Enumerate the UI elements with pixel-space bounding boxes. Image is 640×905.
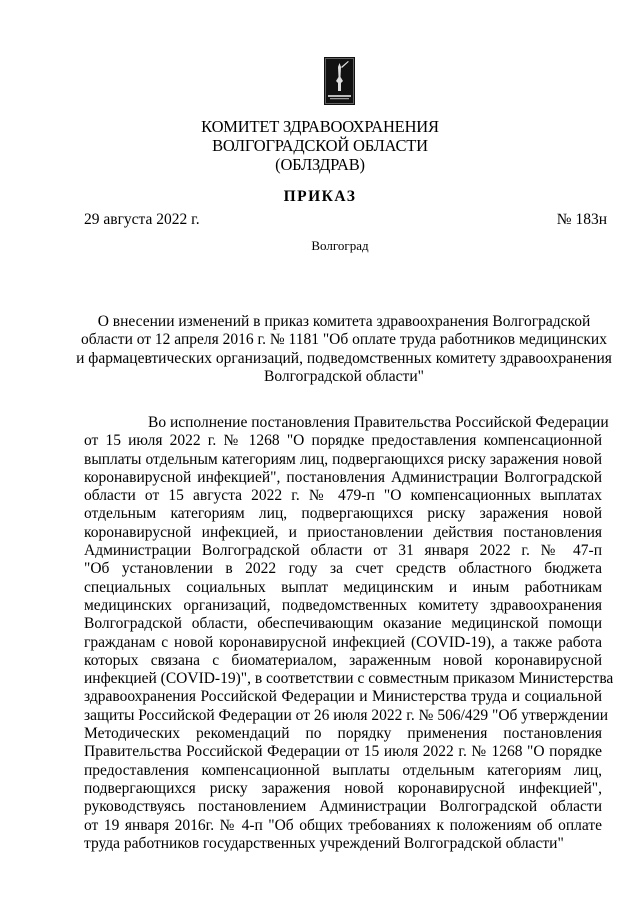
order-body bbox=[84, 414, 614, 853]
body-line: коронавирусной инфекцией", постановления Администрации Волгоградской bbox=[84, 468, 602, 486]
body-line: труда работников государственных учреждений Волгоградской области" bbox=[84, 834, 564, 852]
body-line: коронавирусной инфекцией, и приостановлении действия постановления bbox=[84, 523, 602, 541]
body-line: Во исполнение постановления Правительства Российской Федерации bbox=[148, 414, 609, 431]
order-title: ПРИКАЗ bbox=[283, 188, 357, 205]
body-line: Правительства Российской Федерации от 15 июля 2022 г. № 1268 "О порядке bbox=[84, 743, 602, 761]
subject-line: О внесении изменений в приказ комитета здравоохранения Волгоградской bbox=[97, 313, 591, 330]
body-line: от 19 января 2016г. № 4-п "Об общих требованиях к положениям об оплате bbox=[84, 816, 602, 834]
body-line: инфекцией (COVID-19)", в соответствии с совместным приказом Министерства bbox=[84, 670, 614, 688]
body-line: Администрации Волгоградской области от 31 января 2022 г. № 47-п bbox=[84, 542, 602, 560]
order-date: 29 августа 2022 г. bbox=[84, 211, 200, 228]
organization-name-line-2: ВОЛГОГРАДСКОЙ ОБЛАСТИ bbox=[212, 136, 428, 155]
body-line: гражданам с новой коронавирусной инфекцией (COVID-19), а также работа bbox=[84, 633, 602, 651]
order-subject bbox=[64, 313, 624, 386]
coat-of-arms-icon bbox=[324, 57, 355, 105]
body-line: руководствуясь постановлением Администрации Волгоградской области bbox=[84, 798, 602, 816]
organization-abbreviation: (ОБЛЗДРАВ) bbox=[275, 155, 365, 174]
body-line: подвергающихся риску заражения новой коронавирусной инфекцией", bbox=[84, 779, 602, 797]
subject-line: и фармацевтических организаций, подведомственных комитету здравоохранения bbox=[76, 349, 612, 367]
body-line: предоставления компенсационной выплаты отдельным категориям лиц, bbox=[84, 761, 602, 779]
body-line: Волгоградской области, обеспечивающим оказание медицинской помощи bbox=[84, 615, 602, 633]
body-line: Методических рекомендаций по порядку применения постановления bbox=[84, 725, 602, 743]
body-line: медицинских организаций, подведомственных комитету здравоохранения bbox=[84, 596, 602, 614]
subject-line: Волгоградской области" bbox=[264, 367, 424, 385]
body-line: здравоохранения Российской Федерации и Министерства труда и социальной bbox=[84, 688, 602, 706]
body-line: выплаты отдельным категориям лиц, подвергающихся риску заражения новой bbox=[84, 450, 602, 468]
body-line: специальных социальных выплат медицинским и иным работникам bbox=[84, 578, 602, 596]
body-line: от 15 июля 2022 г. № 1268 "О порядке предоставления компенсационной bbox=[84, 432, 602, 450]
body-line: защиты Российской Федерации от 26 июля 2022 г. № 506/429 "Об утверждении bbox=[84, 706, 609, 724]
body-line: которых связана с биоматериалом, зараженным новой коронавирусной bbox=[84, 651, 602, 669]
body-line: отдельным категориям лиц, подвергающихся риску заражения новой bbox=[84, 505, 602, 523]
body-line: области от 15 августа 2022 г. № 479-п "О компенсационных выплатах bbox=[84, 487, 602, 505]
organization-name-line-1: КОМИТЕТ ЗДРАВООХРАНЕНИЯ bbox=[201, 117, 439, 136]
order-number: № 183н bbox=[556, 211, 607, 228]
order-city: Волгоград bbox=[311, 238, 369, 253]
subject-line: области от 12 апреля 2016 г. № 1181 "Об оплате труда работников медицинских bbox=[81, 331, 607, 349]
body-line: "Об установлении в 2022 году за счет средств областного бюджета bbox=[84, 560, 602, 578]
